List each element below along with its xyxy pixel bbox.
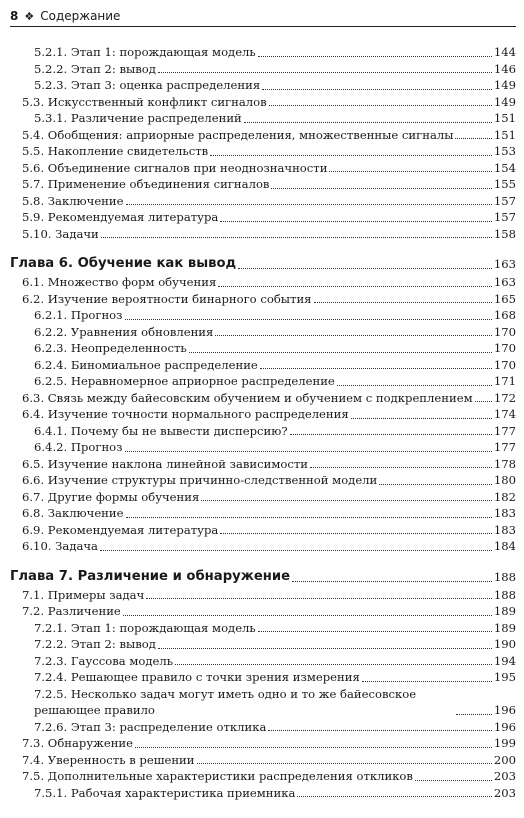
toc-entry[interactable]	[10, 785, 516, 802]
toc-entry-page: 151	[493, 111, 516, 125]
dot-leader	[238, 268, 492, 269]
toc-entry-page: 184	[493, 539, 516, 553]
dot-leader	[100, 550, 492, 551]
dot-leader	[123, 615, 492, 616]
dot-leader	[201, 500, 492, 501]
toc-entry-title: 5.6. Объединение сигналов при неоднозначности	[22, 160, 328, 175]
toc-entry-title: 7.5. Дополнительные характеристики распределения откликов	[22, 769, 413, 783]
toc-entry-title: 7.1. Примеры задач	[22, 587, 145, 602]
toc-entry[interactable]	[10, 226, 516, 243]
toc-entry-title: 7.4. Уверенность в решении	[22, 752, 195, 767]
toc-entry[interactable]	[10, 620, 516, 637]
toc-entry-page: 199	[493, 736, 516, 750]
toc-entry[interactable]	[10, 669, 516, 686]
toc-entry[interactable]	[10, 439, 516, 456]
dot-leader	[215, 335, 492, 336]
toc-entry-title: 5.7. Применение объединения сигналов	[22, 177, 270, 191]
toc-entry-title: 5.4. Обобщения: априорные распределения, множественные сигналы	[22, 127, 454, 142]
toc-entry[interactable]	[10, 406, 516, 423]
toc-entry-page: 170	[493, 324, 516, 339]
dot-leader	[262, 89, 492, 90]
header-page-number: 8	[10, 9, 19, 23]
toc-entry-title: 7.2.4. Решающее правило с точки зрения измерения	[34, 670, 360, 684]
dot-leader	[220, 221, 492, 222]
toc-entry-title: 7.2.3. Гауссова модель	[34, 653, 174, 668]
toc-entry-title: 6.2.1. Прогноз	[34, 308, 123, 322]
toc-entry-page: 151	[493, 127, 516, 142]
toc-entry-title: 5.3. Искусственный конфликт сигналов	[22, 94, 267, 109]
toc-entry[interactable]	[10, 456, 516, 473]
table-of-contents	[10, 44, 516, 801]
dot-leader	[244, 122, 492, 123]
toc-entry[interactable]	[10, 719, 516, 736]
dot-leader	[351, 418, 492, 419]
dot-leader	[314, 302, 492, 303]
dot-leader	[415, 780, 492, 781]
toc-entry-title: 6.4.2. Прогноз	[34, 440, 123, 454]
toc-entry-title: 6.2.4. Биномиальное распределение	[34, 357, 258, 372]
dot-leader	[126, 204, 492, 205]
dot-leader	[189, 352, 492, 353]
dot-leader	[379, 484, 492, 485]
dot-leader	[125, 451, 492, 452]
toc-entry-page: 200	[493, 752, 516, 767]
dot-leader	[258, 631, 492, 632]
toc-entry-title: 6.6. Изучение структуры причинно-следственной модели	[22, 473, 378, 487]
toc-entry[interactable]	[10, 686, 516, 719]
toc-entry-page: 155	[493, 177, 516, 191]
dot-leader	[175, 664, 492, 665]
toc-entry-title: 6.9. Рекомендуемая литература	[22, 522, 219, 537]
toc-entry[interactable]	[10, 61, 516, 78]
toc-entry-page: 149	[493, 78, 516, 92]
toc-entry[interactable]	[10, 522, 516, 539]
toc-entry-page: 170	[493, 357, 516, 372]
toc-entry[interactable]	[10, 768, 516, 785]
toc-entry-title: 5.2.1. Этап 1: порождающая модель	[34, 45, 256, 59]
dot-leader	[269, 105, 492, 106]
toc-entry-page: 189	[493, 620, 516, 635]
toc-entry-page: 170	[493, 341, 516, 355]
dot-leader	[220, 533, 492, 534]
toc-entry-title: 5.10. Задачи	[22, 226, 99, 241]
toc-entry-page: 157	[493, 210, 516, 224]
toc-entry[interactable]	[10, 77, 516, 94]
toc-entry-title: 6.5. Изучение наклона линейной зависимости	[22, 456, 309, 471]
toc-entry-page: 174	[493, 407, 516, 421]
toc-entry[interactable]	[10, 735, 516, 752]
toc-entry-title: 6.3. Связь между байесовским обучением и обучением с подкреплением	[22, 390, 473, 405]
toc-entry[interactable]	[10, 505, 516, 522]
toc-entry-page: 189	[493, 604, 516, 618]
toc-entry[interactable]	[10, 193, 516, 210]
dot-leader	[158, 72, 492, 73]
toc-entry[interactable]	[10, 94, 516, 111]
toc-entry-page: 196	[493, 719, 516, 734]
toc-entry-title: 6.4. Изучение точности нормального распределения	[22, 407, 349, 421]
toc-entry[interactable]	[10, 274, 516, 291]
toc-entry-title: 5.8. Заключение	[22, 193, 124, 208]
toc-entry[interactable]	[10, 143, 516, 160]
toc-entry-page: 144	[493, 45, 516, 59]
toc-entry-page: 188	[493, 569, 516, 584]
toc-entry-page: 177	[493, 423, 516, 438]
dot-leader	[310, 467, 492, 468]
toc-entry-title: 5.3.1. Различение распределений	[34, 111, 242, 125]
dot-leader	[292, 581, 492, 582]
dot-leader	[126, 517, 492, 518]
toc-entry-title: 7.2.2. Этап 2: вывод	[34, 637, 156, 651]
dot-leader	[455, 138, 491, 139]
dot-leader	[258, 56, 492, 57]
dot-leader	[260, 368, 492, 369]
toc-entry-page: 168	[493, 308, 516, 322]
toc-entry[interactable]	[10, 603, 516, 620]
dot-leader	[101, 237, 492, 238]
toc-entry[interactable]	[10, 373, 516, 390]
toc-entry[interactable]	[10, 390, 516, 407]
dot-leader	[197, 763, 492, 764]
toc-entry[interactable]	[10, 653, 516, 670]
toc-entry-page: 146	[493, 61, 516, 76]
toc-entry-title: 5.2.3. Этап 3: оценка распределения	[34, 78, 261, 92]
toc-entry[interactable]	[10, 489, 516, 506]
toc-entry-title: 7.2.1. Этап 1: порождающая модель	[34, 620, 256, 635]
toc-entry[interactable]	[10, 127, 516, 144]
dot-leader	[135, 747, 492, 748]
dot-leader	[297, 796, 491, 797]
toc-entry-page: 183	[493, 506, 516, 520]
toc-entry[interactable]	[10, 423, 516, 440]
toc-entry-title: 7.2. Различение	[22, 604, 121, 618]
ornament-icon: ❖	[24, 9, 35, 23]
toc-entry-title: 6.2.5. Неравномерное априорное распределение	[34, 374, 335, 388]
toc-entry-title: 6.4.1. Почему бы не вывести дисперсию?	[34, 423, 288, 438]
toc-entry-page: 163	[493, 257, 516, 271]
toc-entry-title: 6.2.3. Неопределенность	[34, 341, 187, 355]
dot-leader	[210, 155, 492, 156]
toc-entry-page: 178	[493, 456, 516, 471]
toc-entry-page: 165	[493, 291, 516, 306]
toc-entry-page: 183	[493, 522, 516, 537]
toc-entry[interactable]	[10, 209, 516, 226]
toc-entry-page: 149	[493, 94, 516, 109]
dot-leader	[475, 401, 492, 402]
dot-leader	[329, 171, 491, 172]
toc-entry-title: Глава 6. Обучение как вывод	[10, 256, 237, 271]
toc-entry[interactable]	[10, 752, 516, 769]
dot-leader	[158, 648, 492, 649]
dot-leader	[146, 598, 492, 599]
toc-entry[interactable]	[10, 538, 516, 555]
toc-entry[interactable]	[10, 307, 516, 324]
dot-leader	[268, 730, 491, 731]
toc-entry[interactable]	[10, 44, 516, 61]
toc-entry[interactable]	[10, 587, 516, 604]
toc-chapter-entry[interactable]	[10, 567, 516, 587]
running-header	[10, 6, 516, 27]
toc-entry-title: 7.2.5. Несколько задач могут иметь одно и то же байесовское решающее правило	[34, 686, 417, 717]
toc-entry-page: 171	[493, 374, 516, 388]
toc-entry-title: 6.10. Задача	[22, 539, 98, 553]
toc-entry[interactable]	[10, 176, 516, 193]
toc-entry-page: 190	[493, 637, 516, 651]
toc-entry-page: 158	[493, 226, 516, 241]
toc-entry[interactable]	[10, 357, 516, 374]
toc-entry[interactable]	[10, 340, 516, 357]
toc-entry-page: 153	[493, 144, 516, 158]
toc-entry[interactable]	[10, 291, 516, 308]
dot-leader	[456, 714, 492, 715]
toc-entry-page: 163	[493, 275, 516, 289]
toc-entry-page: 196	[493, 703, 516, 717]
dot-leader	[218, 286, 492, 287]
toc-entry-page: 154	[493, 160, 516, 175]
toc-entry-page: 177	[493, 440, 516, 454]
toc-entry-page: 194	[493, 653, 516, 668]
dot-leader	[337, 385, 492, 386]
toc-entry-page: 180	[493, 473, 516, 487]
toc-entry-title: 6.8. Заключение	[22, 506, 124, 520]
toc-entry-title: 7.2.6. Этап 3: распределение отклика	[34, 719, 267, 734]
toc-entry-page: 172	[493, 390, 516, 405]
toc-entry-title: 7.5.1. Рабочая характеристика приемника	[34, 785, 296, 800]
toc-chapter-entry[interactable]	[10, 254, 516, 274]
dot-leader	[125, 319, 492, 320]
toc-entry[interactable]	[10, 110, 516, 127]
toc-entry-title: 5.9. Рекомендуемая литература	[22, 210, 219, 224]
toc-entry-title: 7.3. Обнаружение	[22, 736, 134, 750]
toc-entry-page: 182	[493, 489, 516, 504]
toc-entry-title: 6.1. Множество форм обучения	[22, 275, 217, 289]
dot-leader	[362, 681, 492, 682]
toc-entry-page: 195	[493, 670, 516, 684]
toc-entry[interactable]	[10, 160, 516, 177]
toc-entry-title: Глава 7. Различение и обнаружение	[10, 568, 291, 584]
toc-entry-page: 203	[493, 769, 516, 783]
toc-entry[interactable]	[10, 636, 516, 653]
dot-leader	[290, 434, 492, 435]
dot-leader	[271, 188, 491, 189]
toc-entry[interactable]	[10, 324, 516, 341]
toc-entry-title: 6.7. Другие формы обучения	[22, 489, 200, 504]
toc-entry-title: 5.5. Накопление свидетельств	[22, 144, 209, 158]
toc-entry-page: 203	[493, 785, 516, 800]
header-title: Содержание	[40, 9, 121, 23]
toc-entry-page: 157	[493, 193, 516, 208]
toc-entry[interactable]	[10, 472, 516, 489]
toc-entry-title: 6.2. Изучение вероятности бинарного события	[22, 291, 312, 306]
toc-entry-page: 188	[493, 587, 516, 602]
toc-entry-title: 6.2.2. Уравнения обновления	[34, 324, 214, 339]
toc-entry-title: 5.2.2. Этап 2: вывод	[34, 61, 156, 76]
